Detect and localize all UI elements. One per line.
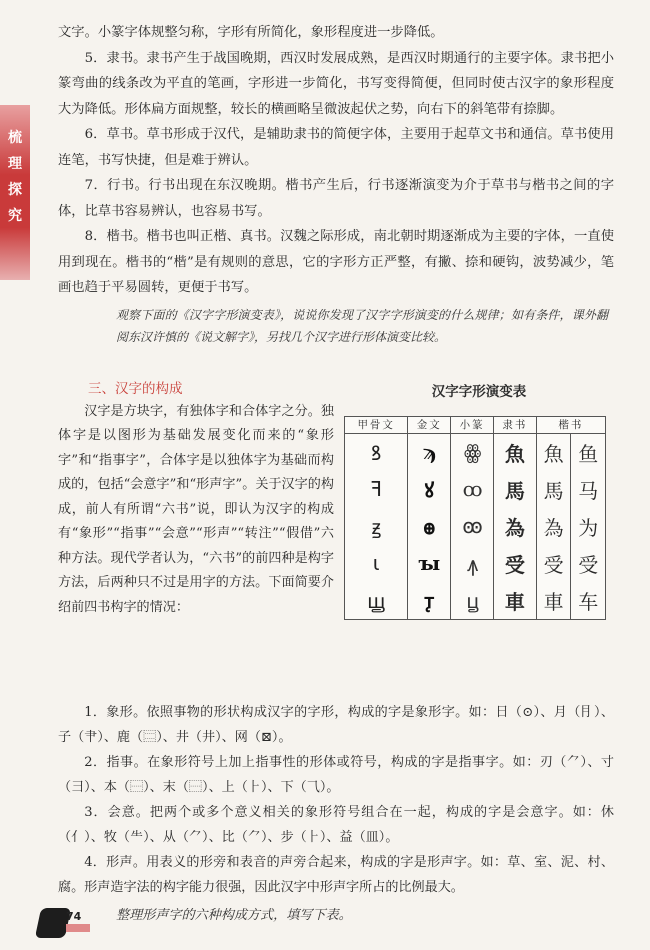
cell-bronze: ϡ — [408, 433, 451, 471]
cell-oracle: ꚗ — [345, 582, 408, 620]
cell-regular-simplified: 车 — [571, 582, 606, 620]
paragraph-phonosemantic: 4．形声。用表义的形旁和表音的声旁合起来，构成的字是形声字。如：草、室、泥、村、腐。形声造字法的构字能力很强，因此汉字中形声字所占的比例最大。 — [58, 854, 614, 895]
header-regular: 楷书 — [536, 416, 605, 433]
chapter-side-tab — [0, 105, 30, 280]
paragraph-regular: 8．楷书。楷书也叫正楷、真书。汉魏之际形成，南北朝时期逐渐成为主要的字体，一直使用到现在。楷书的“楷”是有规则的意思，它的字形方正严整，有撇、捺和硬钩，波势减少，笔画也趋于平易圆转，更便于书写。 — [58, 229, 614, 295]
table-row — [345, 545, 606, 582]
section-title: 三、汉字的构成 — [88, 380, 183, 397]
cell-oracle: ꙃ — [345, 508, 408, 545]
cell-regular-traditional: 車 — [536, 582, 571, 620]
cell-regular-simplified: 为 — [571, 508, 606, 545]
cell-regular-traditional: 魚 — [536, 433, 571, 471]
cell-oracle: ꝸ — [345, 433, 408, 471]
cell-clerical: 為 — [494, 508, 537, 545]
paragraph-pictograph: 1．象形。依照事物的形状构成汉字的字形，构成的字是象形字。如：日（⊙）、月（⺝）、子（⺺）、鹿（⿳）、井（井）、网（⊠）。 — [58, 704, 614, 745]
table-header-row — [345, 416, 606, 433]
side-tab-char: 探 — [8, 182, 22, 198]
intro-column — [58, 400, 334, 621]
page-number: 74 — [66, 910, 82, 923]
paragraph-intro: 汉字是方块字，有独体字和合体字之分。独体字是以图形为基础发展变化而来的“象形字”和“指事字”，合体字是以独体字为基础而构成的，包括“会意字”和“形声字”。关于汉字的构成，前人有所谓“六书”说，即认为汉字的构成有“象形”“指事”“会意”“形声”“转注”“假借”六种方法。现代学者认为，“六书”的前四种是构字方法，后两种只不过是用字的方法。下面简要介绍前四书构字的情况： — [58, 403, 334, 615]
cell-oracle: ꙇ — [345, 545, 408, 582]
cell-seal: ꚏ — [451, 582, 494, 620]
header-seal: 小篆 — [451, 416, 494, 433]
cell-seal: ꙭ — [451, 508, 494, 545]
cell-seal: ꙟ — [451, 545, 494, 582]
table-row — [345, 433, 606, 471]
table-row — [345, 471, 606, 508]
cell-clerical: 馬 — [494, 471, 537, 508]
evolution-chart — [344, 380, 606, 620]
cell-regular-simplified: 马 — [571, 471, 606, 508]
cell-regular-traditional: 為 — [536, 508, 571, 545]
cell-bronze: ꚛ — [408, 508, 451, 545]
cell-regular-traditional: 受 — [536, 545, 571, 582]
cell-bronze: ꚑ — [408, 582, 451, 620]
cell-clerical: 車 — [494, 582, 537, 620]
header-bronze: 金文 — [408, 416, 451, 433]
cell-clerical: 受 — [494, 545, 537, 582]
paragraph-clerical: 5．隶书。隶书产生于战国晚期，西汉时发展成熟，是西汉时期通行的主要字体。隶书把小篆弯曲的线条改为平直的笔画，字形进一步简化，书写变得简便，但同时使古汉字的象形程度大为降低。形体扁方面规整，较长的横画略呈微波起伏之势，向右下的斜笔带有捺脚。 — [58, 50, 614, 117]
cell-regular-simplified: 鱼 — [571, 433, 606, 471]
cell-regular-traditional: 馬 — [536, 471, 571, 508]
cell-clerical: 魚 — [494, 433, 537, 471]
side-tab-char: 究 — [8, 208, 22, 224]
page-content — [58, 20, 614, 928]
side-tab-char: 理 — [8, 156, 22, 172]
formation-methods — [58, 700, 614, 928]
paragraph-running: 7．行书。行书出现在东汉晚期。楷书产生后，行书逐渐演变为介于草书与楷书之间的字体，比草书容易辨认，也容易书写。 — [58, 178, 614, 219]
cell-seal: ꙮ — [451, 433, 494, 471]
header-clerical: 隶书 — [494, 416, 537, 433]
evolution-table — [344, 416, 606, 620]
table-row — [345, 508, 606, 545]
page-number-bar — [66, 924, 90, 932]
observation-note: 观察下面的《汉字字形演变表》，说说你发现了汉字字形演变的什么规律；如有条件，课外翻阅东汉许慎的《说文解字》，另找几个汉字进行形体演变比较。 — [116, 307, 608, 344]
cell-bronze: ꙋ — [408, 471, 451, 508]
cell-oracle: ꟻ — [345, 471, 408, 508]
cell-regular-simplified: 受 — [571, 545, 606, 582]
paragraph-ideograph: 3．会意。把两个或多个意义相关的象形符号组合在一起，构成的字是会意字。如：休（⺅）、牧（⺧）、从（⺈）、比（⺈）、步（⺊）、益（皿）。 — [58, 804, 614, 845]
header-oracle: 甲骨文 — [345, 416, 408, 433]
side-tab-char: 梳 — [8, 130, 22, 146]
exercise-note: 整理形声字的六种构成方式，填写下表。 — [116, 907, 352, 923]
paragraph-seal-end: 文字。小篆字体规整匀称，字形有所简化，象形程度进一步降低。 — [58, 25, 444, 40]
cell-bronze: ꙑ — [408, 545, 451, 582]
paragraph-cursive: 6．草书。草书形成于汉代，是辅助隶书的简便字体，主要用于起草文书和通信。草书使用连笔，书写快捷，但是难于辨认。 — [58, 127, 614, 168]
chart-title: 汉字字形演变表 — [431, 383, 527, 400]
table-row — [345, 582, 606, 620]
cell-seal: ꚙ — [451, 471, 494, 508]
paragraph-indicative: 2．指事。在象形符号上加上指事性的形体或符号，构成的字是指事字。如：刃（⺈）、寸（⺕）、本（⿱）、末（⿱）、上（⺊）、下（⺄）。 — [58, 754, 614, 795]
